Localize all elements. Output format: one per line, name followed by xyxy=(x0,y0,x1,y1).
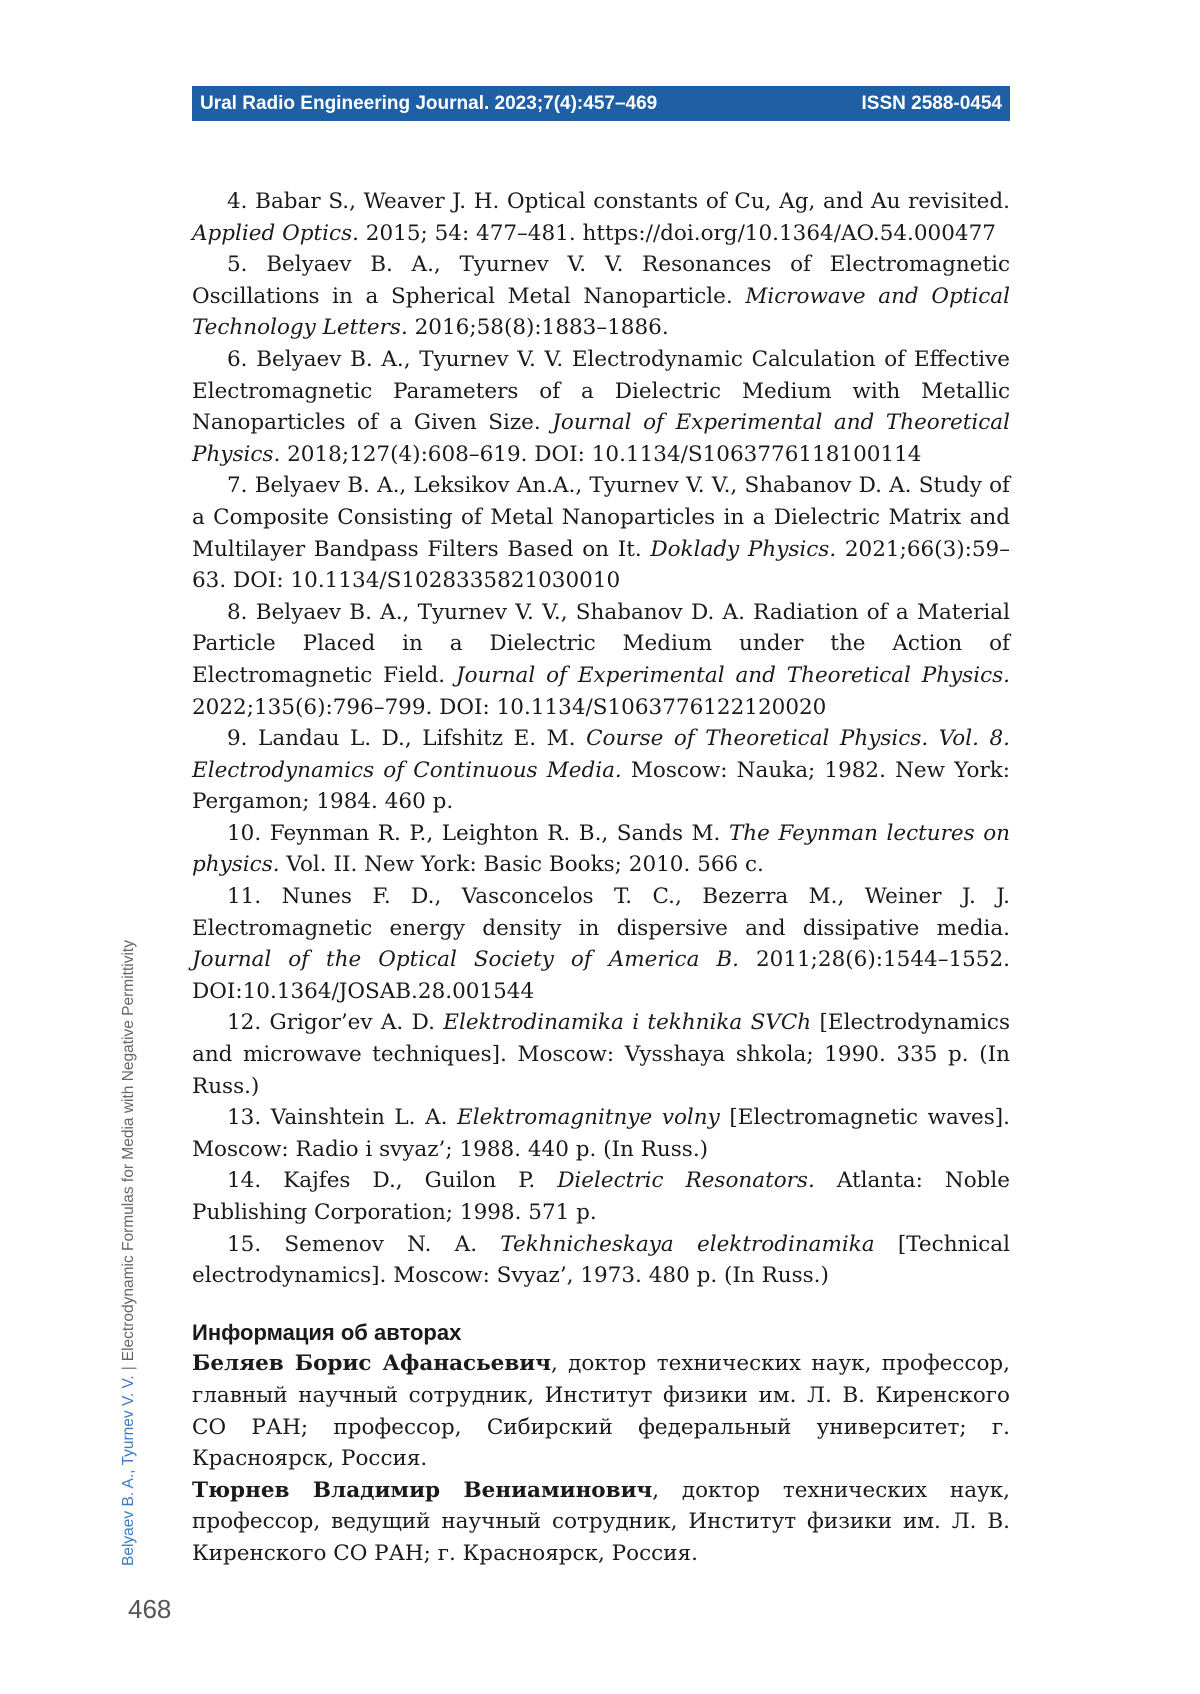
author-info: Беляев Борис Афанасьевич, доктор технических наук, профессор, главный научный сотрудник, Институт физики им. Л. В. Киренского СО РАН; профессор, Сибирский федеральный университет; г. Красноярск, Россия. xyxy=(192,1348,1010,1474)
page-number: 468 xyxy=(128,1594,171,1625)
reference-item: 14. Kajfes D., Guilon P. Dielectric Resonators. Atlanta: Noble Publishing Corporation; 1998. 571 p. xyxy=(192,1165,1010,1228)
reference-item: 13. Vainshtein L. A. Elektromagnitnye volny [Electromagnetic waves]. Moscow: Radio i svyaz’; 1988. 440 p. (In Russ.) xyxy=(192,1102,1010,1165)
reference-item: 8. Belyaev B. A., Tyurnev V. V., Shabanov D. A. Radiation of a Material Particle Placed in a Dielectric Medium under the Action of Electromagnetic Field. Journal of Experimental and Theoretical Physics. 2022;135(6):796–799. DOI: 10.1134/S1063776122120020 xyxy=(192,597,1010,723)
author-info: Тюрнев Владимир Вениаминович, доктор технических наук, профессор, ведущий научный сотрудник, Институт физики им. Л. В. Киренского СО РАН; г. Красноярск, Россия. xyxy=(192,1475,1010,1570)
journal-citation: Ural Radio Engineering Journal. 2023;7(4):457–469 xyxy=(200,93,657,115)
reference-list xyxy=(192,186,1010,1292)
authors-heading: Информация об авторах xyxy=(192,1317,1010,1349)
running-title: Electrodynamic Formulas for Media with Negative Permittivity xyxy=(120,940,137,1361)
running-authors: Belyaev B. A., Tyurnev V. V. xyxy=(120,1375,137,1566)
reference-item: 9. Landau L. D., Lifshitz E. M. Course of Theoretical Physics. Vol. 8. Electrodynamics of Continuous Media. Moscow: Nauka; 1982. New York: Pergamon; 1984. 460 p. xyxy=(192,723,1010,818)
running-title-strip xyxy=(120,876,138,1566)
reference-item: 12. Grigor’ev A. D. Elektrodinamika i tekhnika SVCh [Electrodynamics and microwave techniques]. Moscow: Vysshaya shkola; 1990. 335 p. (In Russ.) xyxy=(192,1007,1010,1102)
reference-item: 6. Belyaev B. A., Tyurnev V. V. Electrodynamic Calculation of Effective Electromagnetic Parameters of a Dielectric Medium with Metallic Nanoparticles of a Given Size. Journal of Experimental and Theoretical Physics. 2018;127(4):608–619. DOI: 10.1134/S1063776118100114 xyxy=(192,344,1010,470)
journal-issn: ISSN 2588-0454 xyxy=(862,93,1003,115)
reference-item: 4. Babar S., Weaver J. H. Optical constants of Cu, Ag, and Au revisited. Applied Optics. 2015; 54: 477–481. https://doi.org/10.1364/AO.54.000477 xyxy=(192,186,1010,249)
reference-item: 5. Belyaev B. A., Tyurnev V. V. Resonances of Electromagnetic Oscillations in a Spherical Metal Nanoparticle. Microwave and Optical Technology Letters. 2016;58(8):1883–1886. xyxy=(192,249,1010,344)
page-content xyxy=(192,186,1010,1570)
reference-item: 7. Belyaev B. A., Leksikov An.A., Tyurnev V. V., Shabanov D. A. Study of a Composite Consisting of Metal Nanoparticles in a Dielectric Matrix and Multilayer Bandpass Filters Based on It. Doklady Physics. 2021;66(3):59–63. DOI: 10.1134/S1028335821030010 xyxy=(192,470,1010,596)
running-separator: | xyxy=(120,1366,137,1370)
journal-header-bar xyxy=(192,86,1010,121)
reference-item: 15. Semenov N. A. Tekhnicheskaya elektrodinamika [Technical electrodynamics]. Moscow: Svyaz’, 1973. 480 p. (In Russ.) xyxy=(192,1229,1010,1292)
reference-item: 10. Feynman R. P., Leighton R. B., Sands M. The Feynman lectures on physics. Vol. II. New York: Basic Books; 2010. 566 c. xyxy=(192,818,1010,881)
author-name: Тюрнев Владимир Вениаминович xyxy=(192,1478,652,1503)
reference-item: 11. Nunes F. D., Vasconcelos T. C., Bezerra M., Weiner J. J. Electromagnetic energy density in dispersive and dissipative media. Journal of the Optical Society of America B. 2011;28(6):1544–1552. DOI:10.1364/JOSAB.28.001544 xyxy=(192,881,1010,1007)
author-name: Беляев Борис Афанасьевич xyxy=(192,1351,551,1376)
